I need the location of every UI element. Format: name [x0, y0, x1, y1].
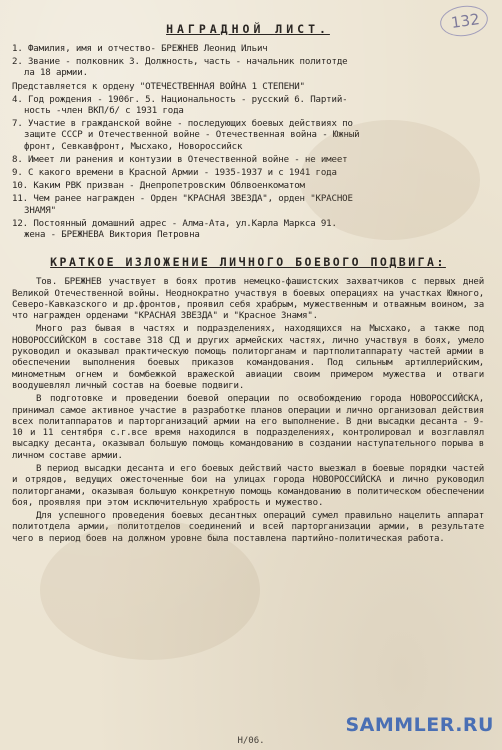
item-line: 9. С какого времени в Красной Армии - 1935-1937 и с 1941 года	[12, 168, 337, 179]
item-line: 11. Чем ранее награжден - Орден "КРАСНАЯ ЗВЕЗДА", орден "КРАСНОЕ	[12, 194, 353, 205]
footer-code: Н/06.	[237, 736, 265, 746]
questionnaire-item	[12, 82, 484, 93]
feat-paragraph: В подготовке и проведении боевой операции по освобождению города НОВОРОССИЙСКА, принимал самое активное участие в разработке планов операции и лично организовал действия всех политаппаратов и парторганизаций армии на его выполнение. В дни высадки десанта - 9-10 и 11 сентября с.г.все время находился в подразделениях, контролировал и возглавлял высадку десанта, оказывал большую помощь командованию в создании наступательного порыва в личном составе армии.	[12, 394, 484, 461]
paper-stain	[40, 520, 260, 660]
item-line: 1. Фамилия, имя и отчество- БРЕЖНЕВ Леонид Ильич	[12, 44, 268, 54]
item-number: 7.	[12, 119, 28, 130]
document-title: НАГРАДНОЙ ЛИСТ.	[166, 22, 330, 36]
item-line: 4. Год рождения - 1906г. 5. Национальность - русский 6. Партий-	[12, 94, 348, 105]
item-line: защите СССР и Отечественной войне - Отечественная война - Южный	[24, 130, 360, 141]
item-line: Представляется к ордену "ОТЕЧЕСТВЕННАЯ ВОЙНА 1 СТЕПЕНИ"	[12, 81, 305, 92]
item-number: 9.	[12, 168, 28, 179]
archive-number: 132	[450, 10, 482, 32]
item-line: ность -член ВКП/б/ с 1931 года	[24, 106, 184, 117]
item-number: 2.	[12, 57, 28, 68]
feat-paragraph: Тов. БРЕЖНЕВ участвует в боях против немецко-фашистских захватчиков с первых дней Великой Отечественной войны. Неоднократно участвуя в боевых операциях на участках Южного, Северо-Кавказского и др.фронтов, проявил себя храбрым, мужественным и отважным воином, за что награжден орденами "КРАСНАЯ ЗВЕЗДА" и "Красное Знамя".	[12, 277, 484, 322]
item-line: ла 18 армии.	[24, 68, 88, 79]
item-line: 2. Звание - полковник 3. Должность, часть - начальник политотде	[12, 57, 348, 68]
item-line: 8. Имеет ли ранения и контузии в Отечественной войне - не имеет	[12, 154, 348, 165]
questionnaire-item	[12, 44, 484, 55]
item-number: 12.	[12, 218, 34, 229]
item-line: 10. Каким РВК призван - Днепропетровским Облвоенкоматом	[12, 181, 305, 192]
item-number: 8.	[12, 154, 28, 165]
item-line: ЗНАМЯ"	[24, 205, 56, 216]
item-line: 7. Участие в гражданской войне - последующих боевых действиях по	[12, 119, 353, 130]
watermark: SAMMLER.RU	[345, 714, 494, 736]
feat-paragraph: Много раз бывая в частях и подразделениях, находящихся на Мысхако, а также под НОВОРОССИЙСКОМ в составе 318 СД и других армейских частях, лично участвуя в боях, умело руководил и оказывал практическую помощь политорганам и партполитаппарату частей армии в обеспечении выполнения боевых приказов командования. Под сильным артиллерийским, минометным огнем и бомбежкой вражеской авиации своим примером мужества и отваги воодушевлял личный состав на боевые подвиги.	[12, 324, 484, 391]
questionnaire-item	[12, 57, 484, 79]
item-line: фронт, Севкавфронт, Мысхако, Новороссийск	[24, 141, 243, 152]
section-title: КРАТКОЕ ИЗЛОЖЕНИЕ ЛИЧНОГО БОЕВОГО ПОДВИГА:	[50, 255, 446, 270]
item-line: 12. Постоянный домашний адрес - Алма-Ата, ул.Карла Маркса 91.	[12, 218, 337, 229]
item-number: 11.	[12, 194, 34, 205]
item-line: жена - БРЕЖНЕВА Виктория Петровна	[24, 230, 200, 241]
questionnaire-item	[12, 95, 484, 117]
paper-stain	[300, 120, 480, 240]
feat-description	[12, 277, 484, 545]
item-number: 10.	[12, 181, 34, 192]
item-number: 1.	[12, 44, 28, 54]
item-number: 4.	[12, 94, 28, 105]
feat-paragraph: Для успешного проведения боевых десантных операций сумел правильно нацелить аппарат политотдела армии, политотделов соединений и всей парторганизации армии, в результате чего в период боев на должном уровне была поставлена партийно-политическая работа.	[12, 511, 484, 544]
feat-paragraph: В период высадки десанта и его боевых действий часто выезжал в боевые порядки частей и отрядов, ведущих ожесточенные бои на улицах города НОВОРОССИЙСКА и лично руководил политорганами, оказывая большую конкретную помощь командованию в политическом обеспечении боя, проявляя при этом исключительную храбрость и мужество.	[12, 464, 484, 508]
